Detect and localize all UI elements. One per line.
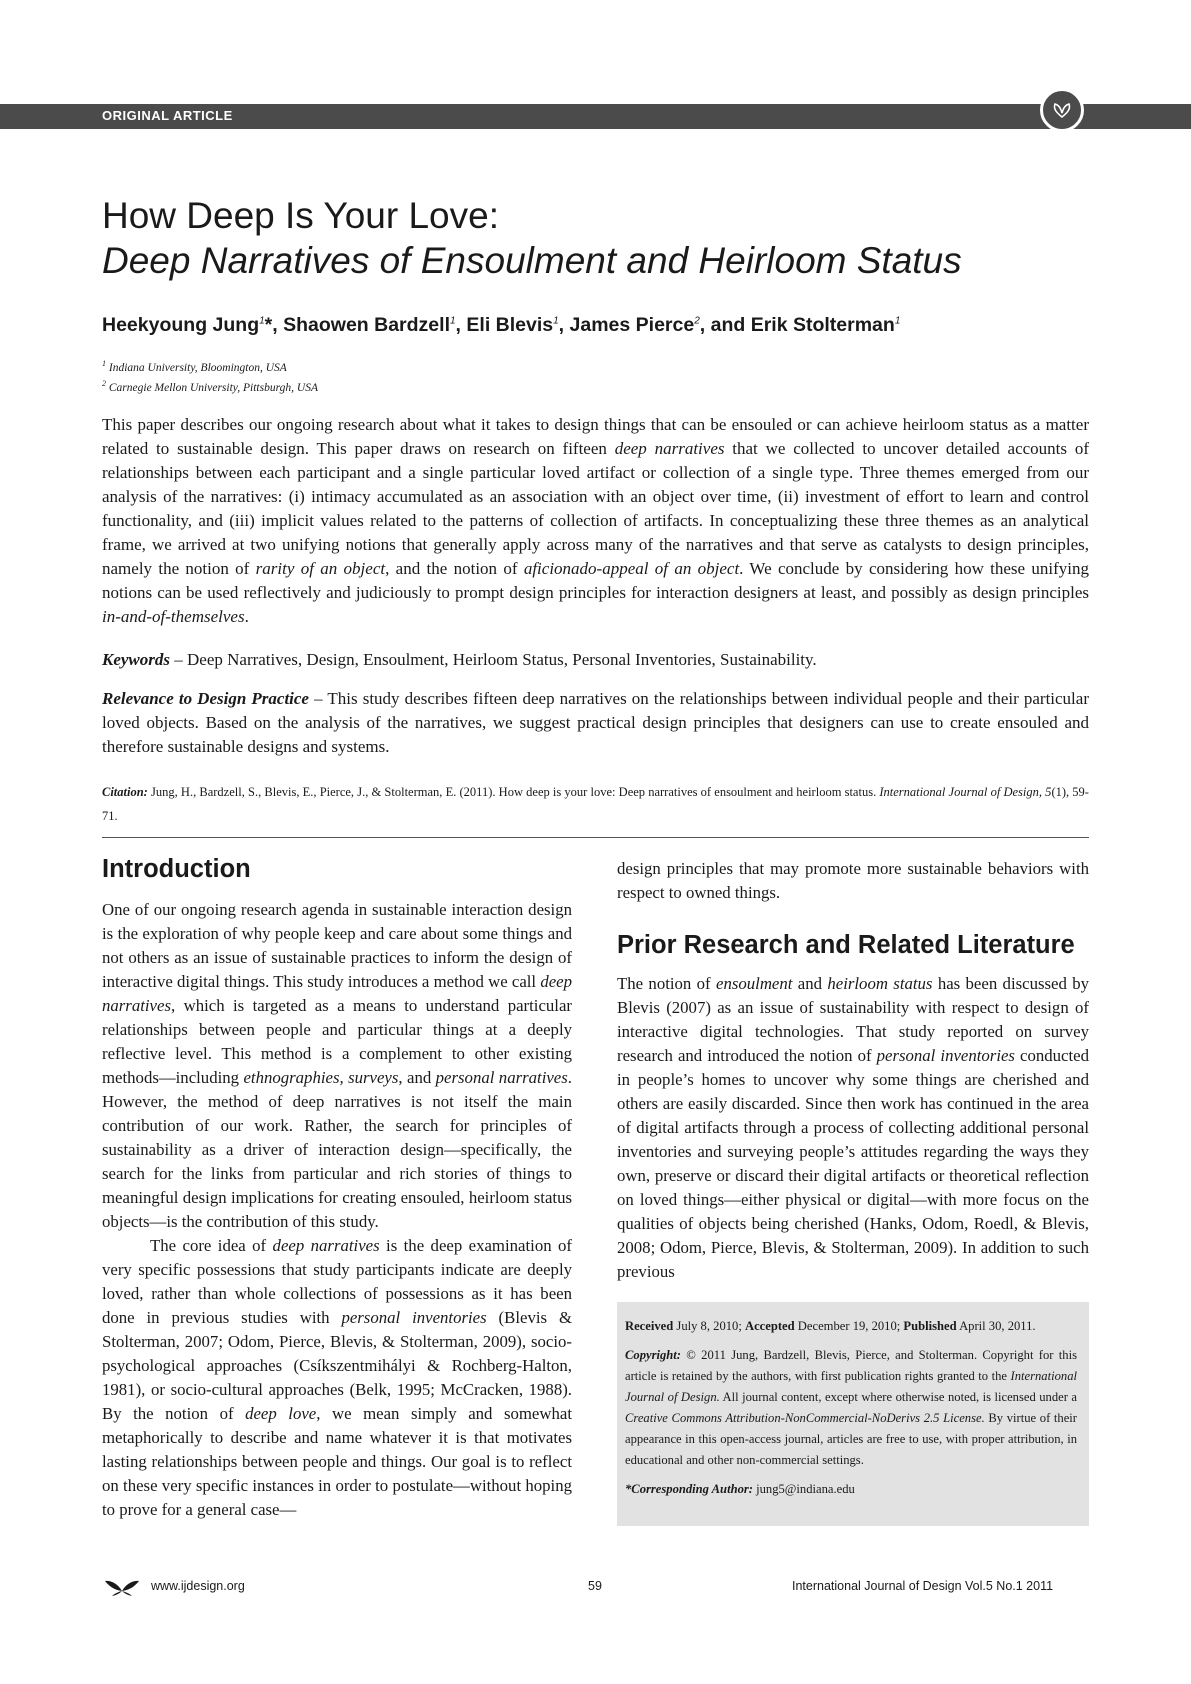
author-affiliation-marker: 2 <box>694 315 700 327</box>
citation-text: (1), 59-71. <box>102 785 1089 823</box>
copyright-text: © 2011 Jung, Bardzell, Blevis, Pierce, and Stolterman. Copyright for this article is retained by the authors, with first publication rights granted to the <box>625 1348 1077 1383</box>
copyright-notice <box>625 1345 1077 1471</box>
dates-emphasis: Received <box>625 1319 674 1333</box>
copyright-emphasis: International Journal of Design. <box>625 1369 1077 1404</box>
author-name: Erik Stolterman <box>750 314 895 336</box>
author-separator: , <box>272 314 284 336</box>
intro-text: , which is targeted as a means to understand particular relationships between people and particular things at a deeply reflective level. This method is a complement to other existing methods—including <box>102 996 572 1087</box>
abstract-text: that we collected to uncover detailed accounts of relationships between each participant and a single particular loved artifact or collection of a single type. Three themes emerged from our analysis of the narratives: (i) intimacy accumulated as an association with an object over time, (ii) investment of effort to learn and control functionality, and (iii) implicit values related to the patterns of collection of artifacts. In conceptualizing these three themes as an analytical frame, we arrived at two unifying notions that generally apply across many of the narratives and that serve as catalysts to design principles, namely the notion of <box>102 439 1089 578</box>
relevance-text: This study describes fifteen deep narratives on the relationships between individual people and their particular loved objects. Based on the analysis of the narratives, we suggest practical design principles that designers can use to create ensouled and therefore sustainable designs and systems. <box>102 689 1089 756</box>
intro-text: , and <box>398 1068 436 1087</box>
intro-heading: Introduction <box>102 855 251 883</box>
butterfly-icon <box>104 1578 140 1599</box>
relevance-dash: – <box>308 689 328 708</box>
affiliation-marker: 2 <box>102 378 106 388</box>
author-name: Shaowen Bardzell <box>283 314 450 336</box>
dates-emphasis: Published <box>903 1319 957 1333</box>
intro-text: (Blevis & Stolterman, 2007; Odom, Pierce, Blevis, & Stolterman, 2009), socio-psychological approaches (Csíkszentmihályi & Rochberg-Halton, 1981), or socio-cultural approaches (Belk, 1995; McCracken, 1988). By the notion of <box>102 1308 572 1423</box>
intro-emphasis: personal inventories <box>341 1308 487 1327</box>
author-separator: , <box>558 314 570 336</box>
copyright-text: All journal content, except where otherwise noted, is licensed under a <box>719 1390 1077 1404</box>
dates-text: July 8, 2010; <box>673 1319 745 1333</box>
intro-text: is the deep examination of very specific possessions that study participants indicate are deeply loved, rather than whole collections of possessions as it has been done in previous studies with <box>102 1236 572 1327</box>
copyright-text: By virtue of their appearance in this open-access journal, articles are free to use, with proper attribution, in educational and other non-commercial settings. <box>625 1411 1077 1467</box>
abstract-emphasis: deep narratives <box>614 439 725 458</box>
author-name: Heekyoung Jung <box>102 314 260 336</box>
citation-text: Jung, H., Bardzell, S., Blevis, E., Pierce, J., & Stolterman, E. (2011). How deep is your love: Deep narratives of ensoulment and heirloom status. <box>147 785 880 799</box>
citation-emphasis: International Journal of Design, 5 <box>879 785 1052 799</box>
affiliation-line <box>102 356 318 376</box>
prior-research-text: and <box>792 974 828 993</box>
citation-emphasis: Citation: <box>102 785 148 799</box>
intro-text: One of our ongoing research agenda in sustainable interaction design is the exploration of why people keep and care about some things and not others as an issue of sustainable practices to inform the design of interactive digital things. This study introduces a method we call <box>102 900 572 991</box>
prior-research-emphasis: heirloom status <box>827 974 933 993</box>
affiliation-text: Indiana University, Bloomington, USA <box>106 361 287 374</box>
keywords-text: Deep Narratives, Design, Ensoulment, Heirloom Status, Personal Inventories, Sustainability. <box>187 650 817 669</box>
affiliation-line <box>102 376 318 396</box>
prior-research-emphasis: personal inventories <box>876 1046 1015 1065</box>
abstract <box>102 413 1089 629</box>
intro-paragraph-1 <box>102 898 572 1234</box>
right-column-continuation <box>617 857 1089 905</box>
corresponding-text: jung5@indiana.edu <box>752 1482 855 1496</box>
intro-text: The core idea of <box>150 1236 273 1255</box>
abstract-emphasis: aficionado-appeal of an object <box>523 559 740 578</box>
keywords-label: Keywords <box>102 650 170 669</box>
copyright-emphasis: Copyright: <box>625 1348 681 1362</box>
publication-dates <box>625 1316 1077 1337</box>
continuation-text: design principles that may promote more sustainable behaviors with respect to owned things. <box>617 859 1089 902</box>
title-line-1: How Deep Is Your Love: <box>102 195 499 236</box>
journal-issue: International Journal of Design Vol.5 No.1 2011 <box>792 1579 1054 1593</box>
abstract-emphasis: in-and-of-themselves <box>102 607 245 626</box>
prior-research-paragraph <box>617 972 1089 1284</box>
author-affiliation-marker: 1 <box>259 315 265 327</box>
prior-research-text: has been discussed by Blevis (2007) as an issue of sustainability with respect to design of interactive digital technologies. That study reported on survey research and introduced the notion of <box>617 974 1089 1065</box>
prior-research-text: The notion of <box>617 974 716 993</box>
abstract-text: . <box>244 607 249 626</box>
dates-text: December 19, 2010; <box>794 1319 904 1333</box>
section-divider <box>102 837 1089 838</box>
relevance-label: Relevance to Design Practice <box>102 689 309 708</box>
author-separator: , and <box>699 314 751 336</box>
abstract-emphasis: rarity of an object <box>255 559 386 578</box>
copyright-emphasis: Creative Commons Attribution-NonCommercial-NoDerivs 2.5 License. <box>625 1411 985 1425</box>
page-number: 59 <box>588 1579 602 1593</box>
author-list <box>102 314 1102 337</box>
abstract-text: This paper describes our ongoing research about what it takes to design things that can be ensouled or can achieve heirloom status as a matter related to sustainable design. This paper draws on research on fifteen <box>102 415 1089 458</box>
author-affiliation-marker: 1 <box>894 315 901 327</box>
abstract-text: . We conclude by considering how these unifying notions can be used reflectively and judiciously to prompt design principles for interaction designers at least, and possibly as design principles <box>102 559 1090 602</box>
prior-research-text: conducted in people’s homes to uncover why some things are cherished and others are easily discarded. Since then work has continued in the area of digital artifacts through a process of collecting additional personal inventories and surveying people’s attitudes regarding the ways they own, preserve or discard their digital artifacts or theoretical reflection on loved things—either physical or digital—with more focus on the qualities of objects being cherished (Hanks, Odom, Roedl, & Blevis, 2008; Odom, Pierce, Blevis, & Stolterman, 2009). In addition to such previous <box>617 1046 1089 1281</box>
affiliation-marker: 1 <box>102 359 106 368</box>
intro-text: , we mean simply and somewhat metaphorically to describe and name whatever it is that motivates lasting relationships between people and things. Our goal is to reflect on these very specific instances in order to postulate—without hoping to prove for a general case— <box>102 1404 573 1519</box>
prior-research-emphasis: ensoulment <box>716 974 793 993</box>
corresponding-emphasis: *Corresponding Author: <box>625 1482 753 1496</box>
dates-text: April 30, 2011. <box>956 1319 1036 1333</box>
article-info-box <box>617 1302 1089 1526</box>
intro-body <box>102 898 572 1522</box>
intro-emphasis: deep love <box>245 1404 317 1423</box>
relevance-to-design-practice <box>102 687 1089 759</box>
affiliations <box>102 356 318 396</box>
author-separator: , <box>455 314 467 336</box>
title-line-2: Deep Narratives of Ensoulment and Heirloom Status <box>102 240 962 281</box>
section-label: ORIGINAL ARTICLE <box>102 108 233 123</box>
author-name: James Pierce <box>569 314 695 336</box>
journal-logo-icon <box>1040 88 1084 132</box>
dates-emphasis: Accepted <box>745 1319 795 1333</box>
author-name: Eli Blevis <box>466 314 554 336</box>
article-title <box>102 193 1102 283</box>
prior-research-body <box>617 972 1089 1284</box>
corresponding-author <box>625 1479 1077 1500</box>
keywords <box>102 648 1089 672</box>
section-banner <box>0 104 1191 129</box>
intro-emphasis: deep narratives <box>272 1236 380 1255</box>
prior-research-heading: Prior Research and Related Literature <box>617 931 1075 959</box>
author-affiliation-marker: 1 <box>553 315 559 327</box>
corresponding-marker: * <box>264 314 273 336</box>
continuation-paragraph <box>617 857 1089 905</box>
keywords-dash: – <box>170 650 187 669</box>
intro-text: . However, the method of deep narratives is not itself the main contribution of our work. Rather, the search for principles of sustainability as a driver of interaction design—specifically, the search for the links from particular and rich stories of things to meaningful design implications for creating ensouled, heirloom status objects—is the contribution of this study. <box>102 1068 572 1231</box>
intro-emphasis: deep narratives <box>102 972 572 1015</box>
citation <box>102 780 1089 828</box>
author-affiliation-marker: 1 <box>449 315 456 327</box>
affiliation-text: Carnegie Mellon University, Pittsburgh, USA <box>106 381 318 394</box>
intro-paragraph-2 <box>102 1234 572 1522</box>
intro-emphasis: ethnographies, surveys <box>243 1068 399 1087</box>
abstract-text: , and the notion of <box>385 559 524 578</box>
journal-website-link[interactable]: www.ijdesign.org <box>151 1579 245 1593</box>
intro-emphasis: personal narratives <box>435 1068 568 1087</box>
